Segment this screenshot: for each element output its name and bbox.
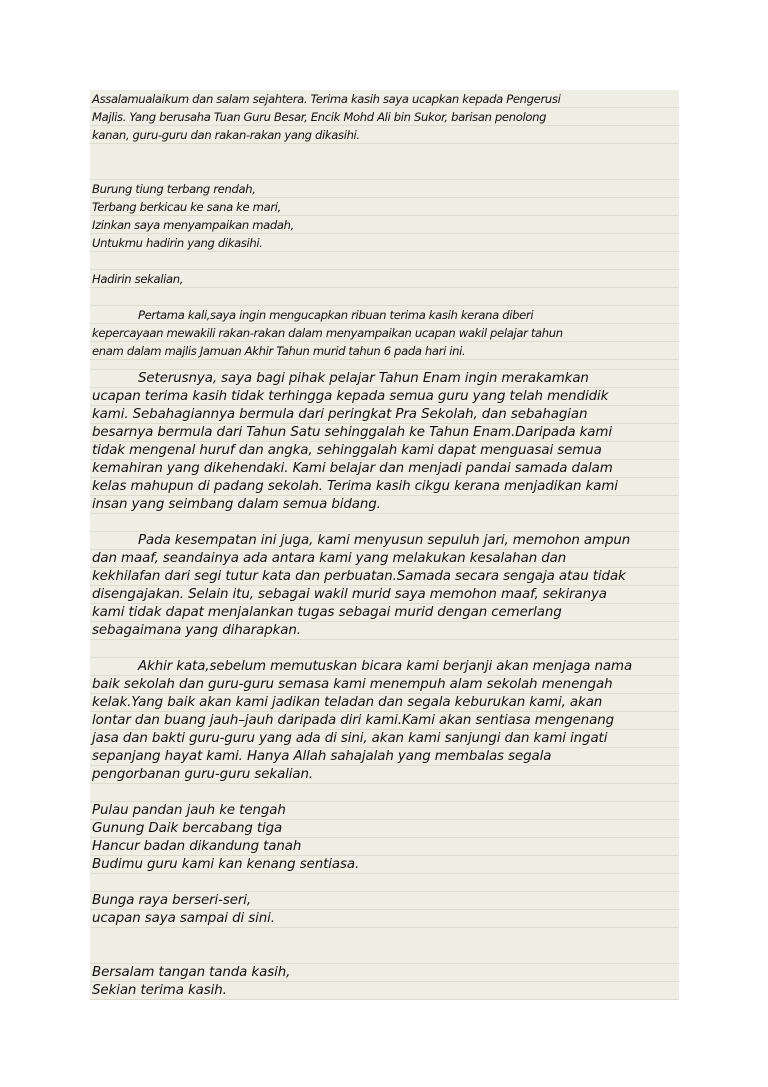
text-line: insan yang seimbang dalam semua bidang. [90,496,679,514]
text-line: dan maaf, seandainya ada antara kami yang melakukan kesalahan dan [90,550,679,568]
blank-line [90,144,679,180]
pantun-line: Izinkan saya menyampaikan madah, [90,216,679,234]
text-line: sebagaimana yang diharapkan. [90,622,679,640]
text-line: kepercayaan mewakili rakan-rakan dalam menyampaikan ucapan wakil pelajar tahun [90,324,679,342]
text-line: pengorbanan guru-guru sekalian. [90,766,679,784]
greeting: Hadirin sekalian, [90,270,679,288]
paragraph-4 [90,658,679,784]
blank-line [90,640,679,658]
pantun-line: Pulau pandan jauh ke tengah [90,802,679,820]
closing-line: Bersalam tangan tanda kasih, [90,964,679,982]
closing [90,964,679,1000]
text-line: kami tidak dapat menjalankan tugas sebagai murid dengan cemerlang [90,604,679,622]
paragraph-2 [90,370,679,514]
blank-line [90,874,679,892]
text-line: kemahiran yang dikehendaki. Kami belajar dan menjadi pandai samada dalam [90,460,679,478]
pantun-opening [90,180,679,252]
text-line: kami. Sebahagiannya bermula dari peringkat Pra Sekolah, dan sebahagian [90,406,679,424]
pantun-line: Hancur badan dikandung tanah [90,838,679,856]
pantun-line: ucapan saya sampai di sini. [90,910,679,928]
pantun-end [90,892,679,928]
text-line: Akhir kata,sebelum memutuskan bicara kami berjanji akan menjaga nama [90,658,679,676]
blank-line [90,928,679,964]
text-line: Pada kesempatan ini juga, kami menyusun sepuluh jari, memohon ampun [90,532,679,550]
speech-document [90,90,679,1000]
text-line: kekhilafan dari segi tutur kata dan perbuatan.Samada secara sengaja atau tidak [90,568,679,586]
pantun-line: Gunung Daik bercabang tiga [90,820,679,838]
pantun-line: Untukmu hadirin yang dikasihi. [90,234,679,252]
blank-line [90,288,679,306]
blank-line [90,360,679,370]
text-line: sepanjang hayat kami. Hanya Allah sahajalah yang membalas segala [90,748,679,766]
text-line: jasa dan bakti guru-guru yang ada di sini, akan kami sanjungi dan kami ingati [90,730,679,748]
pantun-line: Budimu guru kami kan kenang sentiasa. [90,856,679,874]
text-line: besarnya bermula dari Tahun Satu sehinggalah ke Tahun Enam.Daripada kami [90,424,679,442]
closing-line: Sekian terima kasih. [90,982,679,1000]
text-line: baik sekolah dan guru-guru semasa kami menempuh alam sekolah menengah [90,676,679,694]
paragraph-1 [90,306,679,360]
text-line: kelak.Yang baik akan kami jadikan teladan dan segala keburukan kami, akan [90,694,679,712]
text-line: disengajakan. Selain itu, sebagai wakil murid saya memohon maaf, sekiranya [90,586,679,604]
blank-line [90,784,679,802]
text-line: kelas mahupun di padang sekolah. Terima kasih cikgu kerana menjadikan kami [90,478,679,496]
blank-line [90,252,679,270]
text-line: tidak mengenal huruf dan angka, sehinggalah kami dapat menguasai semua [90,442,679,460]
paragraph-3 [90,532,679,640]
pantun-line: Bunga raya berseri-seri, [90,892,679,910]
text-line: enam dalam majlis Jamuan Akhir Tahun murid tahun 6 pada hari ini. [90,342,679,360]
pantun-line: Burung tiung terbang rendah, [90,180,679,198]
text-line: kanan, guru-guru dan rakan-rakan yang dikasihi. [90,126,679,144]
text-line: Assalamualaikum dan salam sejahtera. Terima kasih saya ucapkan kepada Pengerusi [90,90,679,108]
text-line: Seterusnya, saya bagi pihak pelajar Tahun Enam ingin merakamkan [90,370,679,388]
text-line: Pertama kali,saya ingin mengucapkan ribuan terima kasih kerana diberi [90,306,679,324]
pantun-middle [90,802,679,874]
pantun-line: Terbang berkicau ke sana ke mari, [90,198,679,216]
text-line: Majlis. Yang berusaha Tuan Guru Besar, Encik Mohd Ali bin Sukor, barisan penolong [90,108,679,126]
text-line: lontar dan buang jauh–jauh daripada diri kami.Kami akan sentiasa mengenang [90,712,679,730]
blank-line [90,514,679,532]
opening-paragraph [90,90,679,144]
text-line: ucapan terima kasih tidak terhingga kepada semua guru yang telah mendidik [90,388,679,406]
